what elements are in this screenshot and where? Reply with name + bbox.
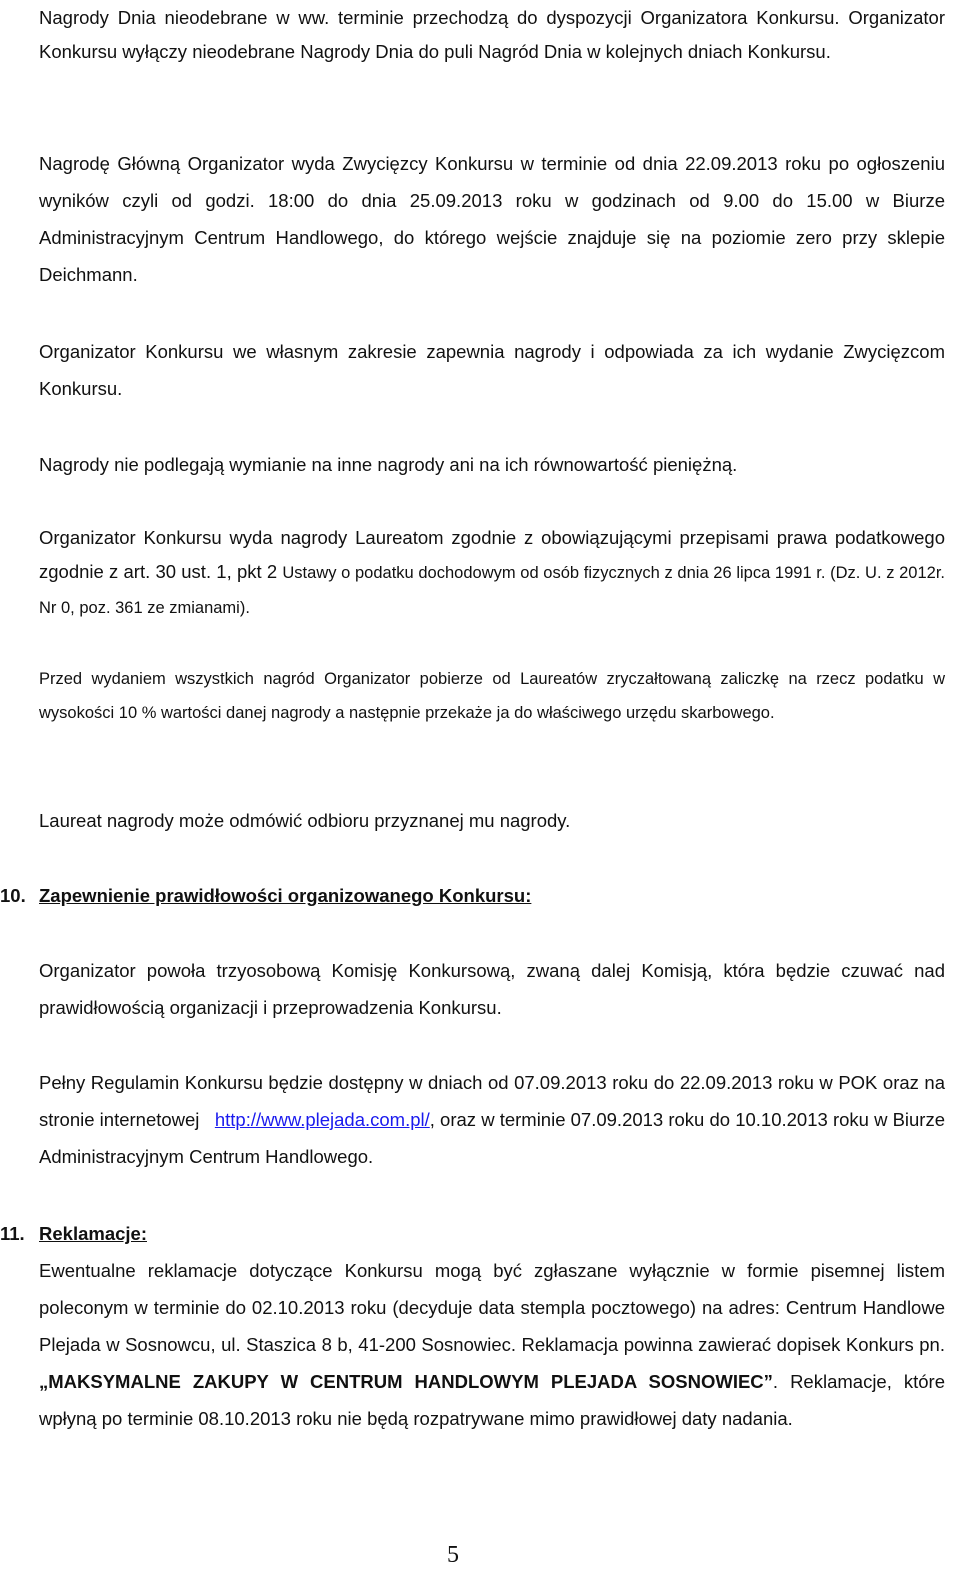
website-link[interactable]: http://www.plejada.com.pl/: [214, 1109, 430, 1130]
section-heading-10: [0, 884, 945, 908]
paragraph-refuse-prize: Laureat nagrody może odmówić odbioru przyznanej mu nagrody.: [39, 810, 571, 831]
complaints-text: Ewentualne reklamacje dotyczące Konkursu mogą być zgłaszane wyłącznie w formie pisemnej listem poleconym w terminie do 02.10.2013 roku (decyduje data stempla pocztowego) na adres: Centrum Handlowe Plejada w Sosnowcu, ul. Staszica 8 b, 41-200 Sosnowiec. Reklamacja powinna zawierać dopisek Konkurs pn.: [39, 1260, 945, 1355]
paragraph-unclaimed-prizes: Nagrody Dnia nieodebrane w ww. terminie przechodzą do dyspozycji Organizatora Konkursu. Organizator Konkursu wyłączy nieodebrane Nagrody Dnia do puli Nagród Dnia w kolejnych dniach Konkursu.: [39, 7, 945, 62]
paragraph-organizer-prizes: Organizator Konkursu we własnym zakresie zapewnia nagrody i odpowiada za ich wydanie Zwycięzcom Konkursu.: [39, 341, 945, 399]
complaints-text-continued: . Reklamacje, które wpłyną po terminie 08.10.2013 roku nie będą rozpatrywane mimo prawidłowej daty nadania.: [39, 1371, 945, 1429]
full-rules-text: Pełny Regulamin Konkursu będzie dostępny w dniach od 07.09.2013 roku do 22.09.2013 roku w POK oraz na stronie internetowej: [39, 1072, 945, 1130]
full-rules-text-continued: , oraz w terminie 07.09.2013 roku do 10.10.2013 roku w Biurze Administracyjnym Centrum Handlowego.: [39, 1109, 946, 1167]
paragraph-no-exchange: Nagrody nie podlegają wymianie na inne nagrody ani na ich równowartość pieniężną.: [39, 454, 738, 475]
paragraph-tax-advance: Przed wydaniem wszystkich nagród Organizator pobierze od Laureatów zryczałtowaną zaliczkę na rzecz podatku w wysokości 10 % wartości danej nagrody a następnie przekaże ja do właściwego urzędu skarbowego.: [39, 670, 945, 722]
paragraph-main-prize: Nagrodę Główną Organizator wyda Zwycięzcy Konkursu w terminie od dnia 22.09.2013 roku po ogłoszeniu wyników czyli od godzi. 18:00 do dnia 25.09.2013 roku w godzinach od 9.00 do 15.00 w Biurze Administracyjnym Centrum Handlowego, do którego wejście znajduje się na poziomie zero przy sklepie Deichmann.: [39, 153, 945, 285]
section-heading-11: [0, 1222, 945, 1246]
tax-law-act-reference: Ustawy o podatku dochodowym od osób fizycznych z dnia 26 lipca 1991 r. (Dz. U. z 2012r. Nr 0, poz. 361 ze zmianami).: [39, 564, 946, 617]
section-number: 11.: [0, 1223, 25, 1244]
tax-law-text: Organizator Konkursu wyda nagrody Laureatom zgodnie z obowiązującymi przepisami prawa podatkowego zgodnie z art. 30 ust. 1, pkt 2: [39, 527, 945, 582]
section-number: 10.: [0, 885, 26, 906]
paragraph-tax-law: [39, 521, 945, 625]
contest-name: „MAKSYMALNE ZAKUPY W CENTRUM HANDLOWYM PLEJADA SOSNOWIEC”: [39, 1371, 773, 1392]
page-number: 5: [447, 1542, 459, 1568]
paragraph-commission: Organizator powoła trzyosobową Komisję Konkursową, zwaną dalej Komisją, która będzie czuwać nad prawidłowością organizacji i przeprowadzenia Konkursu.: [39, 960, 945, 1018]
paragraph-complaints: [39, 1252, 945, 1437]
paragraph-full-rules: [39, 1064, 945, 1175]
section-title: Zapewnienie prawidłowości organizowanego Konkursu:: [39, 885, 532, 906]
section-title: Reklamacje:: [39, 1223, 147, 1244]
